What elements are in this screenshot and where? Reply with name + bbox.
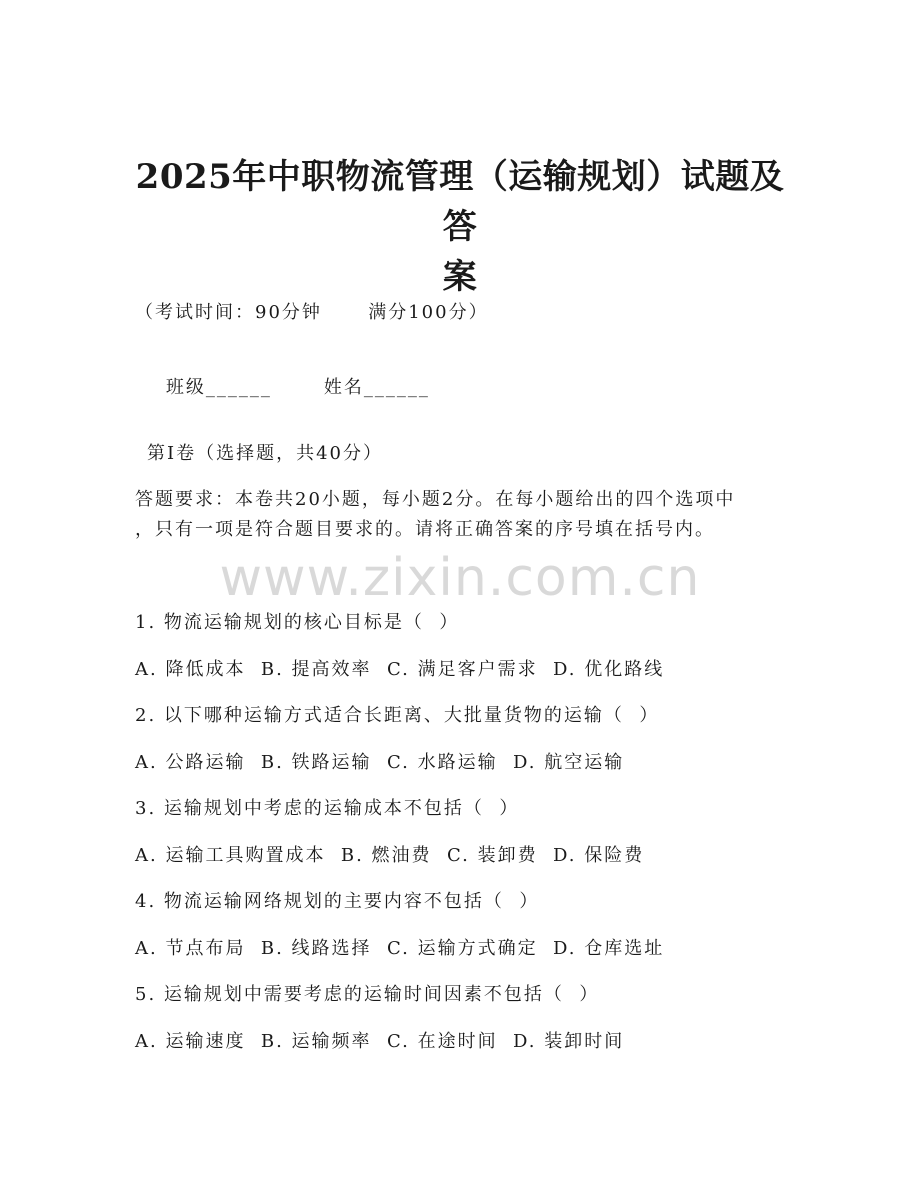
class-field: 班级______ bbox=[165, 377, 272, 398]
question-1-stem: 1. 物流运输规划的核心目标是（ ） bbox=[135, 612, 460, 633]
student-info-row bbox=[135, 349, 430, 427]
question-2-stem: 2. 以下哪种运输方式适合长距离、大批量货物的运输（ ） bbox=[135, 705, 660, 726]
title-line-2: 案 bbox=[442, 257, 478, 297]
name-field: 姓名______ bbox=[323, 377, 430, 398]
question-3-stem: 3. 运输规划中考虑的运输成本不包括（ ） bbox=[135, 798, 520, 819]
question-5-options: A. 运输速度 B. 运输频率 C. 在途时间 D. 装卸时间 bbox=[135, 1031, 625, 1052]
watermark: www.zixin.com.cn bbox=[219, 548, 701, 608]
instructions-line-1: 答题要求：本卷共20小题，每小题2分。在每小题给出的四个选项中 bbox=[135, 489, 736, 510]
question-5-stem: 5. 运输规划中需要考虑的运输时间因素不包括（ ） bbox=[135, 984, 600, 1005]
question-1-options: A. 降低成本 B. 提高效率 C. 满足客户需求 D. 优化路线 bbox=[135, 659, 665, 680]
question-2-options: A. 公路运输 B. 铁路运输 C. 水路运输 D. 航空运输 bbox=[135, 752, 625, 773]
document-title bbox=[120, 152, 800, 302]
exam-info: （考试时间：90分钟 满分100分） bbox=[135, 302, 489, 323]
title-line-1: 2025年中职物流管理（运输规划）试题及答 bbox=[135, 157, 785, 247]
question-3-options: A. 运输工具购置成本 B. 燃油费 C. 装卸费 D. 保险费 bbox=[135, 845, 645, 866]
instructions-line-2: ，只有一项是符合题目要求的。请将正确答案的序号填在括号内。 bbox=[135, 519, 715, 540]
question-4-stem: 4. 物流运输网络规划的主要内容不包括（ ） bbox=[135, 891, 540, 912]
question-4-options: A. 节点布局 B. 线路选择 C. 运输方式确定 D. 仓库选址 bbox=[135, 938, 665, 959]
section-title: 第I卷（选择题，共40分） bbox=[147, 443, 384, 464]
